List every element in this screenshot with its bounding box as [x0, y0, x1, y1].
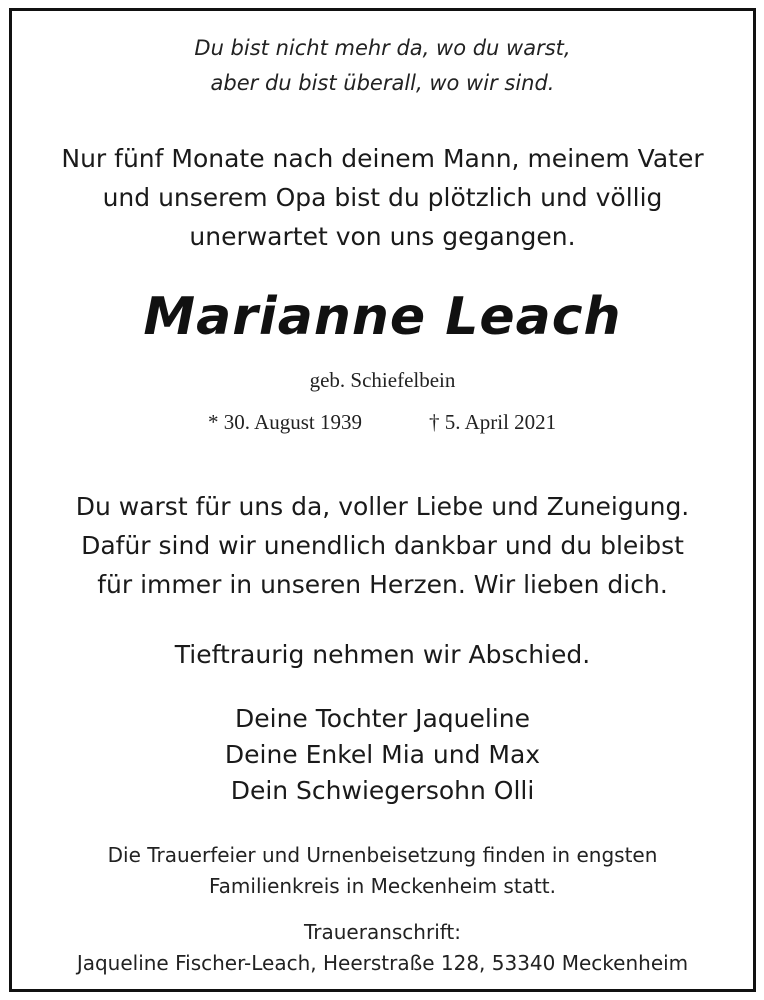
maiden-name: geb. Schiefelbein [309, 368, 456, 392]
address-text: Jaqueline Fischer-Leach, Heerstraße 128, 53340 Meckenheim [76, 951, 689, 975]
mourner-grandchildren: Deine Enkel Mia und Max [224, 740, 541, 769]
deceased-name: Marianne Leach [143, 287, 622, 347]
quote-line-2: aber du bist überall, wo wir sind. [210, 71, 555, 95]
intro-line-1: Nur fünf Monate nach deinem Mann, meinem Vater [61, 144, 704, 173]
intro-line-3: unerwartet von uns gegangen. [189, 222, 576, 251]
ceremony-line-2: Familienkreis in Meckenheim statt. [209, 874, 556, 898]
obituary-notice [9, 8, 756, 992]
quote-line-1: Du bist nicht mehr da, wo du warst, [194, 36, 571, 60]
tribute-line-2: Dafür sind wir unendlich dankbar und du bleibst [81, 531, 684, 560]
intro-line-2: und unserem Opa bist du plötzlich und völlig [102, 183, 663, 212]
mourner-daughter: Deine Tochter Jaqueline [235, 704, 530, 733]
life-dates [12, 412, 753, 438]
address-label: Traueranschrift: [303, 920, 462, 944]
farewell-line: Tieftraurig nehmen wir Abschied. [174, 640, 591, 669]
ceremony-line-1: Die Trauerfeier und Urnenbeisetzung finden in engsten [107, 843, 658, 867]
tribute-line-1: Du warst für uns da, voller Liebe und Zuneigung. [75, 492, 690, 521]
mourner-son-in-law: Dein Schwiegersohn Olli [230, 776, 535, 805]
death-date: † 5. April 2021 [429, 410, 557, 434]
birth-date: * 30. August 1939 [208, 410, 363, 434]
tribute-line-3: für immer in unseren Herzen. Wir lieben dich. [97, 570, 668, 599]
